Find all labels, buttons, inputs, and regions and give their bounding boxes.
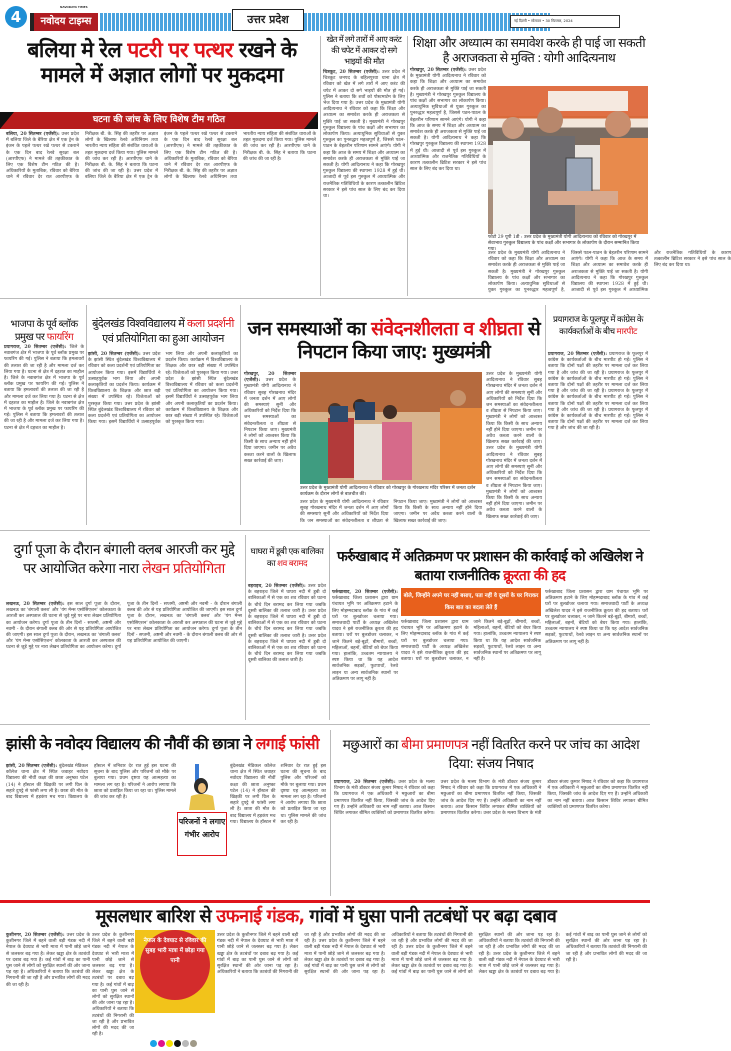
dateline: नई दिल्ली • सोमवार • 30 सितम्बर, 2024 — [510, 15, 620, 28]
headline-bundelkhand — [88, 316, 238, 346]
photo-caption-yogi: फोटो 29 यूपी 1डी : उत्तर प्रदेश के मुख्यमंत्री योगी आदित्यनाथ को रविवार को गोरखपुर में सेवाभाव गुरुकुल विद्यालय के पांच कक्षों और सभागार के लोकार्पण के दौरान सम्मानित किया गया। — [488, 235, 640, 252]
article-body-nishad — [334, 780, 648, 896]
headline-highlight: शव बरामद — [277, 559, 308, 569]
article-text: उत्तर प्रदेश के कुशीनगर जिले में बहने वाली बड़ी गंडक नदी में नेपाल के देवघाट से भारी मात्रा में पानी छोड़े जाने से जलस्तर बढ़ गया है। लेकर खड्डा क्षेत्र के तटबंधों पर दबाव बढ़ गया है। कई गांवों में बाढ़ का पानी घुस जाने से लोगों को सुरक्षित स्थानों की ओर जाना पड़ रहा है। अधिकारियों ने बताया कि तटबंधों की निगरानी की जा रही है और प्रभावित लोगों की मदद की जा रही है। — [6, 933, 90, 988]
headline-ghaghra — [248, 546, 326, 570]
article-body-farrukhabad — [332, 590, 398, 720]
headline-text: गांवों में घुसा पानी तटबंधों पर बढ़ा दबाव — [304, 906, 557, 927]
article-text: बुंदेलखंड मेडिकल कॉलेज थाना क्षेत्र में स्थित जवाहर नवोदय विद्यालय की नौवीं कक्षा की छात्रा अनुष्का पटेल (14) ने हॉस्टल की खिड़की पर लगी ग्रिल के सहारे दुपट्टे से फांसी लगा ली है। छात्रा की मौत के बाद विद्यालय में हड़कंप मच गया। विद्यालय के हॉस्टल में शनिवार देर रात हुई इस घटना की सूचना के बाद पुलिस और परिजनों को मौके पर बुलाया गया। प्रथम दृष्टया यह आत्महत्या का मामला लग रहा है। परिजनों ने आरोप लगाया कि छात्रा को प्रताड़ित किया जा रहा था। पुलिस मामले की जांच कर रही है। — [6, 764, 176, 801]
article-text: फर्रुखाबाद जिला प्रशासन द्वारा ग्राम पंचायत भूमि पर अतिक्रमण हटाने के लिए मोहम्मदाबाद ब्लॉक के गांव में कई घरों पर बुलडोजर चलाया गया। समाजवादी पार्टी के अध्यक्ष अखिलेश यादव ने इसे राजनीतिक क्रूरता की हद बताया। घरों पर बुलडोजर चलाकर, न जाने कितने बड़े-बूढ़ों, बीमारों, बच्चों, महिलाओं, बहनों, बेटियों को बेघर किया गया। हालांकि, उच्चतम न्यायालय ने स्पष्ट किया था कि यह आदेश सार्वजनिक सड़कों, फुटपाथों, रेलवे लाइन या अन्य सार्वजनिक स्थानों पर अतिक्रमण पर लागू नहीं है। — [401, 620, 541, 663]
photo-illustration — [488, 86, 648, 234]
article-body-bundelkhand — [88, 352, 238, 527]
article-text: उत्तर प्रदेश के कुशीनगर जिले में बहने वाली बड़ी गंडक नदी में नेपाल के देवघाट से भारी मात्रा में पानी छोड़े जाने से जलस्तर बढ़ गया है। लेकर खड्डा क्षेत्र के तटबंधों पर दबाव बढ़ गया है। कई गांवों में बाढ़ का पानी घुस जाने से लोगों को सुरक्षित स्थानों की ओर जाना पड़ रहा है। अधिकारियों ने बताया कि तटबंधों की निगरानी की जा रही है और प्रभावित लोगों की मदद की जा रही है। — [217, 933, 386, 976]
article-text: फर्रुखाबाद जिला प्रशासन द्वारा ग्राम पंचायत भूमि पर अतिक्रमण हटाने के लिए मोहम्मदाबाद ब्लॉक के गांव में कई घरों पर बुलडोजर चलाया गया। समाजवादी पार्टी के अध्यक्ष अखिलेश यादव ने इसे राजनीतिक क्रूरता की हद बताया। घरों पर बुलडोजर चलाकर, न जाने कितने बड़े-बूढ़ों, बीमारों, बच्चों, महिलाओं, बहनों, बेटियों को बेघर किया गया। हालांकि, उच्चतम न्यायालय ने स्पष्ट किया था कि यह आदेश सार्वजनिक सड़कों, फुटपाथों, रेलवे लाइन या अन्य सार्वजनिक स्थानों पर अतिक्रमण पर लागू नहीं है। — [545, 590, 648, 645]
article-text-cont: उत्तर प्रदेश के बहराइच जिले में घाघरा नदी में डूबी दो बालिकाओं में से एक का शव रविवार को घटना के चौथे दिन बरामद कर लिया गया जबकि दूसरी बालिका की तलाश जारी है। — [248, 608, 326, 639]
article-text-cont: इस साल दुर्गा पूजा के दौरान, लखनऊ का 'बंगाली क्लब' और 'यंग मेन्स एसोसिएशन' कोलकाता के आरजी कर अस्पताल की घटना से जुड़े मुद्दे पर नारा लेखन प्रतियोगिता का आयोजन करेगा। दुर्गा पूजा के तीन दिनों - सप्तमी, अष्टमी और नवमी - के दौरान बंगाली क्लब की ओर से यह प्रतियोगिता आयोजित की जाएगी। — [127, 608, 242, 645]
article-text-cont: प्रयागराज के फूलपुर में कांग्रेस के कार्यकर्ताओं के बीच मारपीट हो गई। पुलिस ने बताया कि दोनों पक्षों की तहरीर पर मामला दर्ज कर लिया गया है और जांच की जा रही है। — [548, 370, 648, 395]
article-text-cont: इस साल दुर्गा पूजा के दौरान, लखनऊ का 'बंगाली क्लब' और 'यंग मेन्स एसोसिएशन' कोलकाता के आरजी कर अस्पताल की घटना से जुड़े मुद्दे पर नारा लेखन प्रतियोगिता का आयोजन करेगा। दुर्गा पूजा के तीन दिनों - सप्तमी, अष्टमी और नवमी - के दौरान बंगाली क्लब की ओर से यह प्रतियोगिता आयोजित की जाएगी। — [6, 602, 242, 651]
article-body-farrukhabad-cont2 — [545, 590, 648, 720]
article-body-yogi — [410, 68, 486, 294]
article-body-jhansi — [6, 764, 176, 894]
headline-highlight: कला प्रदर्शनी — [186, 317, 234, 330]
headline-gandak — [6, 905, 646, 929]
sidebar-box: परिजनों ने लगाए गंभीर आरोप — [177, 812, 227, 856]
article-text-cont: उत्तर प्रदेश के मत्स्य विभाग के मंत्री डॉक्टर संजय कुमार निषाद ने रविवार को कहा कि प्रयागराज में एक अधिकारी ने मछुआरों का बीमा प्रमाणपत्र वितरित नहीं किया, जिसकी जांच के आदेश दिए गए हैं। उन्होंने अधिकारी का नाम नहीं बताया। आज किसान शिविर लगाकर बीमित व्यक्तियों को प्रमाणपत्र वितरित करेगा। — [483, 780, 648, 817]
headline-highlight: मारपीट — [616, 327, 637, 337]
article-body-ghaghra — [248, 584, 326, 720]
section-title: उत्तर प्रदेश — [232, 9, 304, 31]
callout-circle: नेपाल के देवघाट से रविवार की सुबह भारी मात्रा में छोड़ा गया पानी — [140, 930, 210, 1000]
article-text: उत्तर प्रदेश में बलिया जिले के बैरिया क्षेत्र में एक ट्रेन के इंजन के पहले पत्थर रखे पत्थर से टकराने के एक दिन बाद रेलवे सुरक्षा बल (आरपीएफ) ने मामले की तहकीकात के लिए एक विशेष टीम गठित की है। अधिकारियों के मुताबिक, रविवार को बैरिया थाने में रविवार देर रात आरपीएफ के निरीक्षक बी. के. सिंह की तहरीर पर अज्ञात लोगों के खिलाफ रेलवे अधिनियम तथा भारतीय न्याय संहिता की संबंधित धाराओं के तहत मुकदमा दर्ज किया गया। पुलिस मामले की जांच कर रही है। आरपीएफ थाने के निरीक्षक बी. के. सिंह ने बताया कि घटना की जांच की जा रही है। — [6, 132, 158, 181]
illustration-girl — [185, 764, 219, 810]
article-body-gandak-cont2 — [217, 933, 647, 1028]
article-text: उत्तर प्रदेश के झांसी स्थित बुंदेलखंड विश्वविद्यालय में रविवार को कला प्रदर्शनी एवं प्रतियोगिता का आयोजन किया गया। इसमें विद्यार्थियों ने उत्साहपूर्वक भाग लिया और अपनी कलाकृतियों का प्रदर्शन किया। कार्यक्रम में विश्वविद्यालय के शिक्षक और छात्र बड़ी संख्या में उपस्थित रहे। विजेताओं को पुरस्कृत किया गया। — [88, 352, 161, 407]
headline-text: दुर्गा पूजा के दौरान बंगाली क्लब आरजी कर मुद्दे पर आयोजित करेगा नारा — [13, 542, 235, 577]
headline-highlight: फायरिंग — [46, 332, 74, 343]
article-text-cont: उत्तर प्रदेश के मुख्यमंत्री योगी आदित्यनाथ ने रविवार को कहा कि शिक्षा और अध्यात्म का समावेश करके ही अराजकता से मुक्ति पाई जा सकती है। मुख्यमंत्री ने गोरखपुर गुरुकुल विद्यालय के पांच कक्षों और सभागार का लोकार्पण किया। अत्याधुनिक सुविधाओं से युक्त गुरुकुल का पुनरुद्धार महत्वपूर्ण है, जिससे पठन-पाठन के बेहतरीन परिणाम सामने आएंगे। योगी ने कहा कि आज के समय में शिक्षा और अध्यात्म का समावेश करके ही अराजकता से मुक्ति पाई जा सकती है। योगी आदित्यनाथ ने कहा कि गोरखपुर गुरुकुल विद्यालय की स्थापना 1928 में हुई थी। आजादी से पूर्व इस गुरुकुल में आध्यात्मिक और राजनैतिक गतिविधियों के कारण तत्कालीन ब्रिटिश सरकार ने इसे पांच साल के लिए बंद कर दिया था। — [323, 101, 405, 200]
headline-text: घाघरा में डूबी एक बालिका का — [250, 547, 324, 569]
article-text: उत्तर प्रदेश के कुशीनगर जिले में बहने वाली बड़ी गंडक नदी में नेपाल के देवघाट से भारी मात्रा में पानी छोड़े जाने से जलस्तर बढ़ गया है। लेकर खड्डा क्षेत्र के तटबंधों पर दबाव बढ़ गया है। कई गांवों में बाढ़ का पानी घुस जाने से लोगों को सुरक्षित स्थानों की ओर जाना पड़ रहा है। अधिकारियों ने बताया कि तटबंधों की निगरानी की जा रही है और प्रभावित लोगों की मदद की जा रही है। — [92, 933, 134, 1038]
article-dateline: झांसी, 20 सितम्बर (एजेंसी): — [6, 764, 58, 769]
masthead-bar — [100, 13, 550, 31]
pull-quote: बोले, जिन्होंने अपने घर नहीं बसाए, पता नहीं वे दूसरों के घर गिराकर किस बात का बदला लेते हैं — [401, 588, 541, 616]
article-dateline: कुशीनगर, 20 सितम्बर (एजेंसी): — [6, 933, 65, 938]
article-text-cont: प्रयागराज के फूलपुर में कांग्रेस के कार्यकर्ताओं के बीच मारपीट हो गई। पुलिस ने बताया कि दोनों पक्षों की तहरीर पर मामला दर्ज कर लिया गया है और जांच की जा रही है। — [548, 407, 648, 432]
headline-text: जन समस्याओं का — [247, 318, 372, 340]
article-dateline: बहराइच, 20 सितम्बर (एजेंसी): — [248, 584, 306, 589]
article-text-cont: उत्तर प्रदेश के मत्स्य विभाग के मंत्री डॉक्टर संजय कुमार निषाद ने रविवार को कहा कि प्रयागराज में एक अधिकारी ने मछुआरों का बीमा प्रमाणपत्र वितरित नहीं किया, जिसकी जांच के आदेश दिए गए हैं। उन्होंने अधिकारी का नाम नहीं बताया। आज किसान शिविर लगाकर बीमित व्यक्तियों को प्रमाणपत्र वितरित करेगा। — [440, 780, 542, 817]
photo-caption-cm: उत्तर प्रदेश के मुख्यमंत्री योगी आदित्यनाथ ने रविवार को गोरखपुर के गोरखनाथ मंदिर परिसर में जनता दर्शन कार्यक्रम के दौरान लोगों से बातचीत की। — [300, 486, 476, 497]
headline-text: रखने के मामले में अज्ञात लोगों पर मुकदमा — [40, 38, 297, 87]
headline-highlight: उफनाई गंडक, — [216, 906, 305, 927]
headline-text: मछुआरों का — [342, 737, 402, 753]
headline-text: झांसी के नवोदय विद्यालय की नौवीं की छात्रा ने — [6, 735, 256, 753]
article-body-electrocution — [323, 70, 405, 296]
page-number: 4 — [5, 6, 27, 28]
article-text: उत्तर प्रदेश में चित्रकूट जनपद के बहिलपुरवा थाना क्षेत्र में रविवार को खेत में लगे तारों में आए करंट की चपेट में आकर दो सगे भाइयों की मौत हो गई। पुलिस ने बताया कि शवों को पोस्टमार्टम के लिए भेज दिया गया है। — [323, 70, 405, 107]
article-text: फर्रुखाबाद जिला प्रशासन द्वारा ग्राम पंचायत भूमि पर अतिक्रमण हटाने के लिए मोहम्मदाबाद ब्लॉक के गांव में कई घरों पर बुलडोजर चलाया गया। समाजवादी पार्टी के अध्यक्ष अखिलेश यादव ने इसे राजनीतिक क्रूरता की हद बताया। घरों पर बुलडोजर चलाकर, न जाने कितने बड़े-बूढ़ों, बीमारों, बच्चों, महिलाओं, बहनों, बेटियों को बेघर किया गया। हालांकि, उच्चतम न्यायालय ने स्पष्ट किया था कि यह आदेश सार्वजनिक सड़कों, फुटपाथों, रेलवे लाइन या अन्य सार्वजनिक स्थानों पर अतिक्रमण पर लागू नहीं है। — [332, 596, 398, 682]
article-text: बुंदेलखंड मेडिकल कॉलेज थाना क्षेत्र में स्थित जवाहर नवोदय विद्यालय की नौवीं कक्षा की छात्रा अनुष्का पटेल (14) ने हॉस्टल की खिड़की पर लगी ग्रिल के सहारे दुपट्टे से फांसी लगा ली है। छात्रा की मौत के बाद विद्यालय में हड़कंप मच गया। विद्यालय के हॉस्टल में शनिवार देर रात हुई इस घटना की सूचना के बाद पुलिस और परिजनों को मौके पर बुलाया गया। प्रथम दृष्टया यह आत्महत्या का मामला लग रहा है। परिजनों ने आरोप लगाया कि छात्रा को प्रताड़ित किया जा रहा था। पुलिस मामले की जांच कर रही है। — [230, 764, 326, 825]
article-body-cm-cont2 — [486, 372, 542, 527]
photo-illustration — [300, 372, 482, 484]
headline-nishad — [334, 736, 648, 774]
article-dateline: गोरखपुर, 20 सितम्बर (एजेंसी): — [244, 372, 296, 384]
headline-highlight: संवेदनशीलता व शीघ्रता — [371, 318, 523, 340]
headline-text: फर्रुखाबाद में अतिक्रमण पर प्रशासन की कार्रवाई को अखिलेश ने बताया राजनीतिक — [337, 549, 643, 584]
article-text: उत्तर प्रदेश के मुख्यमंत्री योगी आदित्यनाथ ने रविवार को कहा कि शिक्षा और अध्यात्म का समावेश करके ही अराजकता से मुक्ति पाई जा सकती है। मुख्यमंत्री ने गोरखपुर गुरुकुल विद्यालय के पांच कक्षों और सभागार का लोकार्पण किया। अत्याधुनिक सुविधाओं से युक्त गुरुकुल का पुनरुद्धार महत्वपूर्ण है, जिससे पठन-पाठन के बेहतरीन परिणाम सामने आएंगे। योगी ने कहा कि आज के समय में शिक्षा और अध्यात्म का समावेश करके ही अराजकता से मुक्ति पाई जा सकती है। योगी आदित्यनाथ ने कहा कि गोरखपुर गुरुकुल विद्यालय की स्थापना 1928 में हुई थी। आजादी से पूर्व इस गुरुकुल में आध्यात्मिक और राजनैतिक गतिविधियों के कारण तत्कालीन ब्रिटिश सरकार ने इसे पांच साल के लिए बंद कर दिया था। — [488, 251, 731, 294]
headline-text: बलिया मे रेल — [27, 38, 128, 62]
tan-dot — [190, 1040, 197, 1047]
headline-prayagraj — [548, 314, 648, 338]
headline-ballia — [6, 38, 318, 88]
article-text-cont: उत्तर प्रदेश के झांसी स्थित बुंदेलखंड विश्वविद्यालय में रविवार को कला प्रदर्शनी एवं प्रतियोगिता का आयोजन किया गया। इसमें विद्यार्थियों ने उत्साहपूर्वक भाग लिया और अपनी कलाकृतियों का प्रदर्शन किया। कार्यक्रम में विश्वविद्यालय के शिक्षक और छात्र बड़ी संख्या में उपस्थित रहे। विजेताओं को पुरस्कृत किया गया। — [165, 370, 238, 426]
article-body-gandak-cont — [92, 933, 134, 1038]
article-dateline: प्रयागराज, 20 सितम्बर (एजेंसी): — [334, 780, 396, 785]
article-text-cont: जिले के नवाबगंज क्षेत्र में भाजपा के पूर्व ब्लॉक प्रमुख पर फायरिंग की गई। पुलिस ने बताया कि हमलावरों की तलाश की जा रही है और मामला दर्ज कर लिया गया है। घटना से क्षेत्र में दहशत का माहौल है। — [4, 400, 84, 431]
article-dateline: प्रयागराज, 20 सितम्बर (एजेंसी): — [548, 352, 608, 357]
article-text-cont: उत्तर प्रदेश के कुशीनगर जिले में बहने वाली बड़ी गंडक नदी में नेपाल के देवघाट से भारी मात्रा में पानी छोड़े जाने से जलस्तर बढ़ गया है। लेकर खड्डा क्षेत्र के तटबंधों पर दबाव बढ़ गया है। कई गांवों में बाढ़ का पानी घुस जाने से लोगों को सुरक्षित स्थानों की ओर जाना पड़ रहा है। अधिकारियों ने बताया कि तटबंधों की निगरानी की जा रही है और प्रभावित लोगों की मदद की जा रही है। — [304, 933, 473, 976]
article-dateline: प्रयागराज, 20 सितम्बर (एजेंसी): — [4, 345, 67, 350]
article-text: उत्तर प्रदेश के मुख्यमंत्री योगी आदित्यनाथ ने रविवार को कहा कि शिक्षा और अध्यात्म का समावेश करके ही अराजकता से मुक्ति पाई जा सकती है। मुख्यमंत्री ने गोरखपुर गुरुकुल विद्यालय के पांच कक्षों और सभागार का लोकार्पण किया। अत्याधुनिक सुविधाओं से युक्त गुरुकुल का पुनरुद्धार महत्वपूर्ण है, जिससे पठन-पाठन के बेहतरीन परिणाम सामने आएंगे। योगी ने कहा कि आज के समय में शिक्षा और अध्यात्म का समावेश करके ही अराजकता से मुक्ति पाई जा सकती है। योगी आदित्यनाथ ने कहा कि गोरखपुर गुरुकुल विद्यालय की स्थापना 1928 में हुई थी। आजादी से पूर्व इस गुरुकुल में आध्यात्मिक और राजनैतिक गतिविधियों के कारण तत्कालीन ब्रिटिश सरकार ने इसे पांच साल के लिए बंद कर दिया था। — [410, 68, 486, 173]
article-text-cont: उत्तर प्रदेश में बलिया जिले के बैरिया क्षेत्र में एक ट्रेन के इंजन के पहले पत्थर रखे पत्थर से टकराने के एक दिन बाद रेलवे सुरक्षा बल (आरपीएफ) ने मामले की तहकीकात के लिए एक विशेष टीम गठित की है। अधिकारियों के मुताबिक, रविवार को बैरिया थाने में रविवार देर रात आरपीएफ के निरीक्षक बी. के. सिंह की तहरीर पर अज्ञात लोगों के खिलाफ रेलवे अधिनियम तथा भारतीय न्याय संहिता की संबंधित धाराओं के तहत मुकदमा दर्ज किया गया। पुलिस मामले की जांच कर रही है। आरपीएफ थाने के निरीक्षक बी. के. सिंह ने बताया कि घटना की जांच की जा रही है। — [85, 132, 316, 181]
article-text: इस साल दुर्गा पूजा के दौरान, लखनऊ का 'बंगाली क्लब' और 'यंग मेन्स एसोसिएशन' कोलकाता के आरजी कर अस्पताल की घटना से जुड़े मुद्दे पर नारा लेखन प्रतियोगिता का आयोजन करेगा। दुर्गा पूजा के तीन दिनों - सप्तमी, अष्टमी और नवमी - के दौरान बंगाली क्लब की ओर से यह प्रतियोगिता आयोजित की जाएगी। — [6, 602, 122, 639]
article-text-cont: प्रयागराज के फूलपुर में कांग्रेस के कार्यकर्ताओं के बीच मारपीट हो गई। पुलिस ने बताया कि दोनों पक्षों की तहरीर पर मामला दर्ज कर लिया गया है और जांच की जा रही है। — [548, 389, 648, 413]
headline-text: प्रयागराज के फूलपुर में कांग्रेस के कार्यकर्ताओं के बीच — [553, 315, 643, 337]
article-dateline: गोरखपुर, 20 सितम्बर (एजेंसी): — [410, 68, 467, 73]
article-body-prayagraj — [548, 352, 648, 527]
headline-text: एवं प्रतियोगिता का हुआ आयोजन — [102, 332, 224, 345]
article-text-cont: उत्तर प्रदेश के मुख्यमंत्री योगी आदित्यनाथ ने रविवार सुबह गोरखनाथ मंदिर में जनता दर्शन में आए लोगों की समस्याएं सुनीं और अधिकारियों को निर्देश दिया कि जन समस्याओं का संवेदनशीलता व शीघ्रता से निपटान किया जाए। मुख्यमंत्री ने लोगों को आश्वस्त किया कि किसी के साथ अन्याय नहीं होने दिया जाएगा। जमीन पर अवैध कब्जा करने वालों के खिलाफ सख्त कार्रवाई की जाए। — [486, 446, 542, 520]
section-rule — [0, 900, 650, 903]
headline-bjp — [4, 318, 84, 344]
headline-jhansi — [6, 734, 324, 754]
article-body-cm-cont — [300, 500, 482, 527]
headline-highlight: लेखन प्रतियोगिता — [142, 561, 225, 577]
headline-text: बुंदेलखंड विश्वविद्यालय में — [92, 317, 187, 330]
article-body-durga — [6, 602, 242, 720]
article-text-cont: उत्तर प्रदेश के कुशीनगर जिले में बहने वाली बड़ी गंडक नदी में नेपाल के देवघाट से भारी मात्रा में पानी छोड़े जाने से जलस्तर बढ़ गया है। लेकर खड्डा क्षेत्र के तटबंधों पर दबाव बढ़ गया है। कई गांवों में बाढ़ का पानी घुस जाने से लोगों को सुरक्षित स्थानों की ओर जाना पड़ रहा है। अधिकारियों ने बताया कि तटबंधों की निगरानी की जा रही है और प्रभावित लोगों की मदद की जा रही है। — [391, 933, 560, 976]
headline-text: से निपटान किया जाए: मुख्यमंत्री — [297, 318, 541, 363]
article-text: उत्तर प्रदेश के मुख्यमंत्री योगी आदित्यनाथ ने रविवार सुबह गोरखनाथ मंदिर में जनता दर्शन में आए लोगों की समस्याएं सुनीं और अधिकारियों को निर्देश दिया कि जन समस्याओं का संवेदनशीलता व शीघ्रता से निपटान किया जाए। मुख्यमंत्री ने लोगों को आश्वस्त किया कि किसी के साथ अन्याय नहीं होने दिया जाएगा। जमीन पर अवैध कब्जा करने वालों के खिलाफ सख्त कार्रवाई की जाए। — [244, 378, 296, 464]
article-body-farrukhabad-cont — [401, 620, 541, 720]
article-text-cont: उत्तर प्रदेश के बहराइच जिले में घाघरा नदी में डूबी दो बालिकाओं में से एक का शव रविवार को घटना के चौथे दिन बरामद कर लिया गया जबकि दूसरी बालिका की तलाश जारी है। — [248, 633, 326, 664]
headline-highlight: पटरी पर पत्थर — [127, 38, 233, 62]
magenta-dot — [158, 1040, 165, 1047]
photo-janta-darshan — [300, 372, 482, 484]
black-dot — [174, 1040, 181, 1047]
article-body-yogi-cont — [488, 251, 731, 296]
headline-cm — [244, 318, 544, 364]
article-text: उत्तर प्रदेश के मत्स्य विभाग के मंत्री डॉक्टर संजय कुमार निषाद ने रविवार को कहा कि प्रयागराज में एक अधिकारी ने मछुआरों का बीमा प्रमाणपत्र वितरित नहीं किया, जिसकी जांच के आदेश दिए गए हैं। उन्होंने अधिकारी का नाम नहीं बताया। आज किसान शिविर लगाकर बीमित व्यक्तियों को प्रमाणपत्र वितरित करेगा। — [334, 780, 435, 817]
headline-highlight: लगाई फांसी — [255, 735, 319, 753]
hanging-illustration-icon — [185, 764, 219, 810]
headline-farrukhabad — [332, 548, 648, 586]
registration-marks — [150, 1032, 198, 1051]
article-text: उत्तर प्रदेश के मुख्यमंत्री योगी आदित्यनाथ ने रविवार सुबह गोरखनाथ मंदिर में जनता दर्शन में आए लोगों की समस्याएं सुनीं और अधिकारियों को निर्देश दिया कि जन समस्याओं का संवेदनशीलता व शीघ्रता से निपटान किया जाए। मुख्यमंत्री ने लोगों को आश्वस्त किया कि किसी के साथ अन्याय नहीं होने दिया जाएगा। जमीन पर अवैध कब्जा करने वालों के खिलाफ सख्त कार्रवाई की जाए। — [300, 500, 482, 524]
article-text-cont: जिले के नवाबगंज क्षेत्र में भाजपा के पूर्व ब्लॉक प्रमुख पर फायरिंग की गई। पुलिस ने बताया कि हमलावरों की तलाश की जा रही है और मामला दर्ज कर लिया गया है। घटना से क्षेत्र में दहशत का माहौल है। — [4, 376, 84, 406]
headline-highlight: क्रूरता की हद — [503, 568, 566, 584]
headline-text: मूसलधार बारिश से — [95, 906, 217, 927]
article-body-jhansi-cont — [230, 764, 326, 894]
article-text-cont: उत्तर प्रदेश के झांसी स्थित बुंदेलखंड विश्वविद्यालय में रविवार को कला प्रदर्शनी एवं प्रतियोगिता का आयोजन किया गया। इसमें विद्यार्थियों ने उत्साहपूर्वक भाग लिया और अपनी कलाकृतियों का प्रदर्शन किया। कार्यक्रम में विश्वविद्यालय के शिक्षक और छात्र बड़ी संख्या में उपस्थित रहे। विजेताओं को पुरस्कृत किया गया। — [88, 352, 238, 426]
article-text-cont: उत्तर प्रदेश के कुशीनगर जिले में बहने वाली बड़ी गंडक नदी में नेपाल के देवघाट से भारी मात्रा में पानी छोड़े जाने से जलस्तर बढ़ गया है। लेकर खड्डा क्षेत्र के तटबंधों पर दबाव बढ़ गया है। कई गांवों में बाढ़ का पानी घुस जाने से लोगों को सुरक्षित स्थानों की ओर जाना पड़ रहा है। अधिकारियों ने बताया कि तटबंधों की निगरानी की जा रही है और प्रभावित लोगों की मदद की जा रही है। — [478, 933, 647, 976]
article-body-bjp — [4, 345, 84, 525]
paper-name-small: NAVODAYA TIMES — [60, 5, 88, 9]
gray-dot — [182, 1040, 189, 1047]
yellow-dot — [166, 1040, 173, 1047]
article-text: उत्तर प्रदेश के मुख्यमंत्री योगी आदित्यनाथ ने रविवार सुबह गोरखनाथ मंदिर में जनता दर्शन में आए लोगों की समस्याएं सुनीं और अधिकारियों को निर्देश दिया कि जन समस्याओं का संवेदनशीलता व शीघ्रता से निपटान किया जाए। मुख्यमंत्री ने लोगों को आश्वस्त किया कि किसी के साथ अन्याय नहीं होने दिया जाएगा। जमीन पर अवैध कब्जा करने वालों के खिलाफ सख्त कार्रवाई की जाए। — [486, 372, 542, 446]
headline-durga — [6, 541, 242, 579]
headline-text: नहीं वितरित करने पर जांच का आदेश दिया: संजय निषाद — [448, 737, 640, 772]
paper-logo: नवोदय टाइम्स — [30, 13, 98, 31]
headline-highlight: बीमा प्रमाणपत्र — [401, 737, 468, 753]
article-body-gandak — [6, 933, 90, 1028]
subhead-band: घटना की जांच के लिए विशेष टीम गठित — [0, 112, 318, 129]
headline-text: भाजपा के पूर्व ब्लॉक प्रमुख पर — [10, 319, 78, 343]
article-text: उत्तर प्रदेश के बहराइच जिले में घाघरा नदी में डूबी दो बालिकाओं में से एक का शव रविवार को घटना के चौथे दिन बरामद कर लिया गया जबकि दूसरी बालिका की तलाश जारी है। — [248, 584, 326, 614]
article-dateline: फर्रुखाबाद, 20 सितम्बर (एजेंसी): — [332, 590, 398, 595]
article-text: जिले के नवाबगंज क्षेत्र में भाजपा के पूर्व ब्लॉक प्रमुख पर फायरिंग की गई। पुलिस ने बताया कि हमलावरों की तलाश की जा रही है और मामला दर्ज कर लिया गया है। घटना से क्षेत्र में दहशत का माहौल है। — [4, 345, 84, 382]
article-dateline: झांसी, 20 सितम्बर (एजेंसी): — [88, 352, 141, 357]
cyan-dot — [150, 1040, 157, 1047]
article-body-cm — [244, 372, 296, 527]
photo-yogi-felicitation — [488, 86, 648, 234]
article-dateline: लखनऊ, 20 सितम्बर (एजेंसी): — [6, 602, 65, 607]
article-dateline: चित्रकूट, 20 सितम्बर (एजेंसी): — [323, 70, 380, 75]
article-dateline: बलिया, 20 सितम्बर (एजेंसी): — [6, 132, 60, 137]
headline-electrocution: खेत में लगे तारों में आए करंट की चपेट में आकर दो सगे भाइयों की मौत — [326, 34, 402, 66]
article-text: प्रयागराज के फूलपुर में कांग्रेस के कार्यकर्ताओं के बीच मारपीट हो गई। पुलिस ने बताया कि दोनों पक्षों की तहरीर पर मामला दर्ज कर लिया गया है और जांच की जा रही है। — [548, 352, 648, 376]
article-body-ballia — [6, 132, 316, 280]
headline-yogi: शिक्षा और अध्यात्म का समावेश करके ही पाई जा सकती है अराजकता से मुक्ति : योगी आदित्यनाथ — [412, 35, 646, 65]
